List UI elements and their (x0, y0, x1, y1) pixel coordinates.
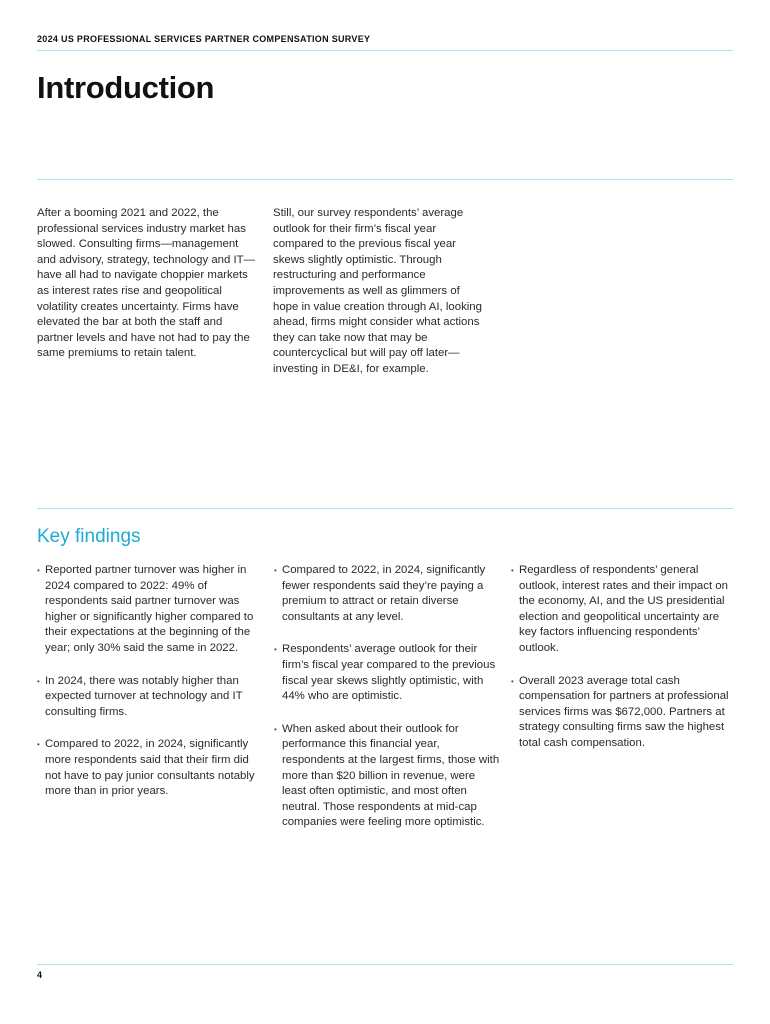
finding-item: • When asked about their outlook for performance this financial year, respondents at the largest firms, those with more than $20 billion in revenue, were least often optimistic, and most often neutral. Those respondents at mid-cap companies were feeling more optimistic. (274, 722, 500, 831)
key-findings-heading: Key findings (37, 526, 141, 547)
finding-item: • In 2024, there was notably higher than expected turnover at technology and IT consulting firms. (37, 674, 257, 721)
intro-paragraph-1: After a booming 2021 and 2022, the professional services industry market has slowed. Consulting firms—management and advisory, strategy, technology and IT—have all had to navigate choppier markets as interest rates rise and geopolitical volatility creates uncertainty. Firms have elevated the bar at both the staff and partner levels and have not had to pay the same premiums to retain talent. (37, 207, 256, 360)
intro-paragraph-2: Still, our survey respondents’ average outlook for their firm’s fiscal year compared to the previous fiscal year skews slightly optimistic. Through restructuring and performance improvements as well as glimmers of hope in value creation through AI, looking ahead, firms might consider what actions they can take now that may be countercyclical but will pay off later—investing in DE&I, for example. (273, 207, 482, 375)
finding-item: • Compared to 2022, in 2024, significantly more respondents said that their firm did not have to pay junior consultants notably more than in prior years. (37, 737, 257, 799)
footer-rule (37, 964, 733, 965)
finding-item: • Overall 2023 average total cash compensation for partners at professional services firms was $672,000. Partners at strategy consulting firms saw the highest total cash compensation. (511, 674, 733, 752)
finding-item: • Reported partner turnover was higher in 2024 compared to 2022: 49% of respondents said partner turnover was higher or significantly higher compared to their expectations at the beginning of the year; only 30% said the same in 2022. (37, 563, 257, 657)
findings-column-1 (37, 563, 257, 817)
findings-column-3 (511, 563, 733, 769)
title-rule (37, 179, 733, 180)
finding-item: • Compared to 2022, in 2024, significantly fewer respondents said they’re paying a premium to attract or retain diverse consultants at any level. (274, 563, 500, 625)
running-header: 2024 US PROFESSIONAL SERVICES PARTNER COMPENSATION SURVEY (37, 34, 371, 44)
section-rule (37, 508, 733, 509)
finding-item: • Respondents’ average outlook for their firm’s fiscal year compared to the previous fiscal year skews slightly optimistic, with 44% who are optimistic. (274, 642, 500, 704)
findings-column-2 (274, 563, 500, 848)
finding-item: • Regardless of respondents’ general outlook, interest rates and their impact on the economy, AI, and the US presidential election and geopolitical uncertainty are key factors influencing respondents’ outlook. (511, 563, 733, 657)
page-title: Introduction (37, 70, 215, 105)
page-number: 4 (37, 970, 43, 980)
header-rule (37, 50, 733, 51)
